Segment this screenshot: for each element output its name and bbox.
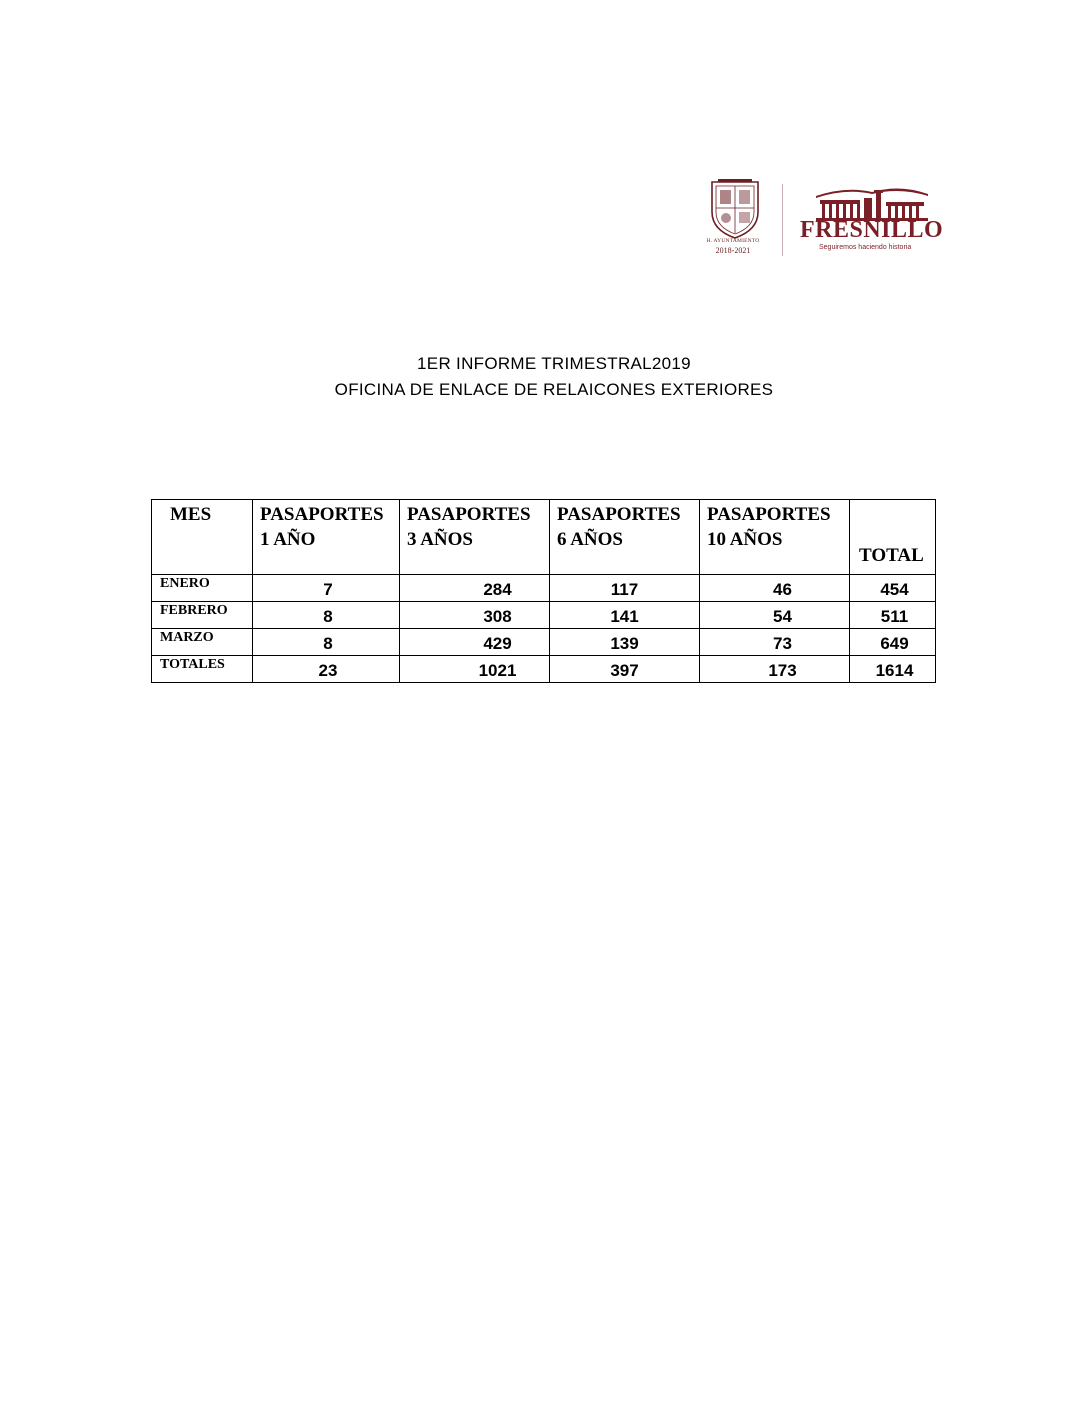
- total-cell: 454: [850, 575, 936, 602]
- value-cell: 54: [700, 602, 850, 629]
- value-cell: 284: [400, 575, 550, 602]
- value-cell: 117: [550, 575, 700, 602]
- column-header: [253, 500, 400, 575]
- value-cell: 397: [550, 656, 700, 683]
- value-cell: 8: [253, 602, 400, 629]
- report-subtitle: OFICINA DE ENLACE DE RELAICONES EXTERIORES: [334, 380, 774, 399]
- column-header-line1: PASAPORTES: [260, 504, 384, 525]
- column-header-line1: TOTAL: [859, 545, 924, 566]
- table-row-totals: [152, 656, 936, 683]
- value-cell: 73: [700, 629, 850, 656]
- table-row: [152, 575, 936, 602]
- value-cell: 141: [550, 602, 700, 629]
- table-header-row: [152, 500, 936, 575]
- value-cell: 429: [400, 629, 550, 656]
- value-cell: 173: [700, 656, 850, 683]
- month-cell: TOTALES: [152, 656, 253, 683]
- header-logos: [704, 178, 944, 262]
- total-cell: 1614: [850, 656, 936, 683]
- seal-caption-line1: H. AYUNTAMIENTO: [706, 238, 760, 244]
- table-row: [152, 602, 936, 629]
- total-cell: 511: [850, 602, 936, 629]
- column-header-line2: 6 AÑOS: [557, 529, 623, 550]
- column-header: [850, 500, 936, 575]
- report-title: 1ER INFORME TRIMESTRAL2019: [417, 354, 691, 373]
- value-cell: 8: [253, 629, 400, 656]
- value-cell: 46: [700, 575, 850, 602]
- value-cell: 1021: [400, 656, 550, 683]
- table-row: [152, 629, 936, 656]
- brand-name: FRESNILLO: [800, 217, 944, 243]
- month-cell: MARZO: [152, 629, 253, 656]
- month-cell: FEBRERO: [152, 602, 253, 629]
- column-header: [152, 500, 253, 575]
- passport-report-table: [151, 499, 936, 683]
- seal-caption: [700, 239, 766, 255]
- month-cell: ENERO: [152, 575, 253, 602]
- value-cell: 23: [253, 656, 400, 683]
- value-cell: 308: [400, 602, 550, 629]
- brand-slogan: Seguiremos haciendo historia: [819, 244, 912, 251]
- value-cell: 7: [253, 575, 400, 602]
- column-header: [400, 500, 550, 575]
- column-header-line2: 1 AÑO: [260, 529, 316, 550]
- total-cell: 649: [850, 629, 936, 656]
- column-header-line2: 10 AÑOS: [707, 529, 783, 550]
- column-header: [700, 500, 850, 575]
- column-header: [550, 500, 700, 575]
- column-header-line2: 3 AÑOS: [407, 529, 473, 550]
- column-header-line1: MES: [170, 504, 212, 525]
- value-cell: 139: [550, 629, 700, 656]
- column-header-line1: PASAPORTES: [407, 504, 531, 525]
- column-header-line1: PASAPORTES: [557, 504, 681, 525]
- column-header-line1: PASAPORTES: [707, 504, 831, 525]
- seal-caption-line2: 2018-2021: [715, 245, 751, 255]
- logo-divider: [782, 184, 783, 256]
